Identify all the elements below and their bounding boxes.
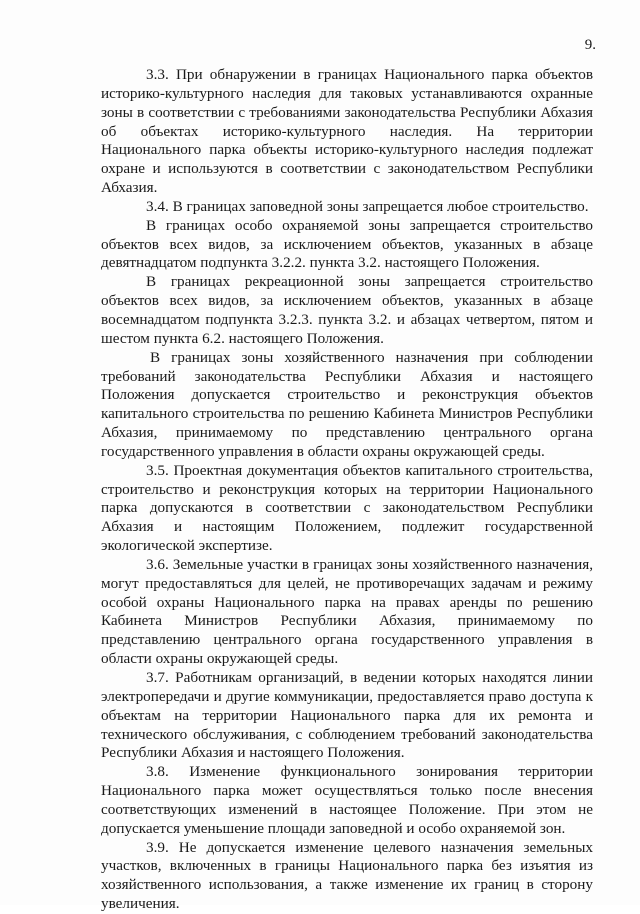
paragraph-3-9: 3.9. Не допускается изменение целевого назначения земельных участков, включенных в границы Национального парка без изъятия из хозяйственного использования, а также изменение их границ в сторону увеличения. — [101, 838, 593, 913]
paragraph-3-3: 3.3. При обнаружении в границах Национального парка объектов историко-культурного наследия для таковых устанавливаются охранные зоны в соответствии с требованиями законодательства Республики Абхазия об объектах историко-культурного наследия. На территории Национального парка объекты историко-культурного наследия подлежат охране и используются в соответствии с законодательством Республики Абхазия. — [101, 66, 593, 197]
paragraph-recreation-zone: В границах рекреационной зоны запрещается строительство объектов всех видов, за исключением объектов, указанных в абзаце восемнадцатом подпункта 3.2.3. пункта 3.2. и абзацах четвертом, пятом и шестом пункта 6.2. настоящего Положения. — [101, 273, 593, 347]
paragraph-3-7: 3.7. Работникам организаций, в ведении которых находятся линии электропередачи и другие коммуникации, предоставляется право доступа к объектам на территории Национального парка для их ремонта и технического обслуживания, с соблюдением требований законодательства Республики Абхазия и настоящего Положения. — [101, 669, 593, 762]
paragraph-3-5: 3.5. Проектная документация объектов капитального строительства, строительство и реконструкция которых на территории Национального парка допускаются в соответствии с законодательством Республики Абхазия и настоящим Положением, подлежит государственной экологической экспертизе. — [101, 461, 593, 555]
page-number: 9. — [584, 37, 596, 53]
document-body — [101, 66, 593, 914]
paragraph-3-4: 3.4. В границах заповедной зоны запрещается любое строительство. — [146, 197, 589, 215]
paragraph-3-8: 3.8. Изменение функционального зонирования территории Национального парка может осуществляться только после внесения соответствующих изменений в настоящее Положение. При этом не допускается уменьшение площади заповедной и особо охраняемой зон. — [101, 763, 593, 837]
paragraph-protected-zone: В границах особо охраняемой зоны запрещается строительство объектов всех видов, за исключением объектов, указанных в абзаце девятнадцатом подпункта 3.2.2. пункта 3.2. настоящего Положения. — [101, 216, 593, 272]
paragraph-economic-zone: В границах зоны хозяйственного назначения при соблюдении требований законодательства Республики Абхазия и настоящего Положения допускается строительство и реконструкция объектов капитального строительства по решению Кабинета Министров Республики Абхазия, принимаемому по представлению центрального органа государственного управления в области охраны окружающей среды. — [101, 348, 593, 460]
paragraph-3-6: 3.6. Земельные участки в границах зоны хозяйственного назначения, могут предоставляться для целей, не противоречащих задачам и режиму особой охраны Национального парка на правах аренды по решению Кабинета Министров Республики Абхазия, принимаемому по представлению центрального органа государственного управления в области охраны окружающей среды. — [101, 555, 593, 668]
